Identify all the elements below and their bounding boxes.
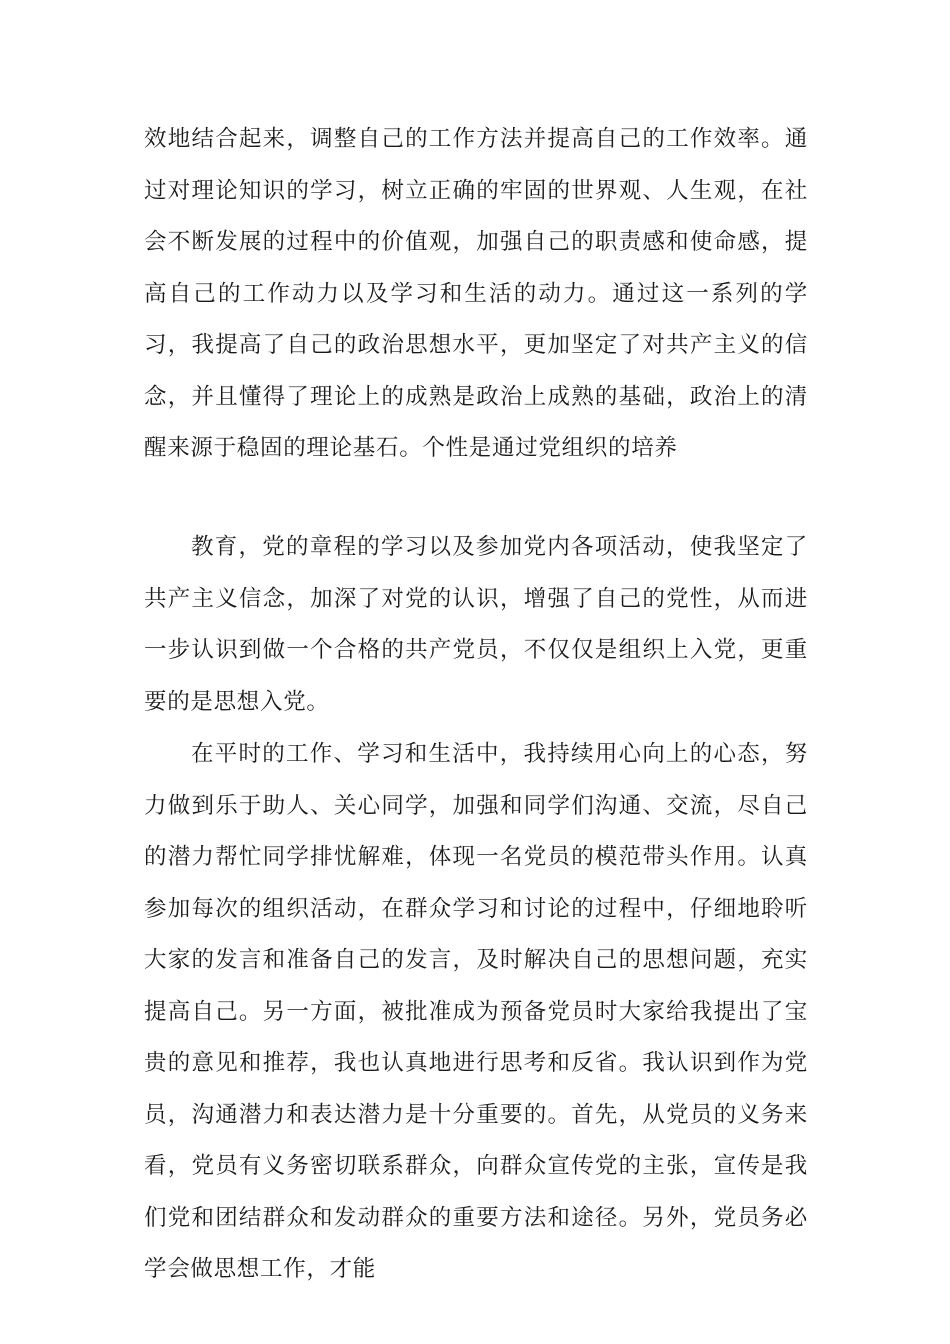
paragraph-daily-conduct: 在平时的工作、学习和生活中，我持续用心向上的心态，努力做到乐于助人、关心同学，加强和同学们沟通、交流，尽自己的潜力帮忙同学排忧解难，体现一名党员的模范带头作用。认真参加每次的组织活动，在群众学习和讨论的过程中，仔细地聆听大家的发言和准备自己的发言，及时解决自己的思想问题，充实提高自己。另一方面，被批准成为预备党员时大家给我提出了宝贵的意见和推荐，我也认真地进行思考和反省。我认识到作为党员，沟通潜力和表达潜力是十分重要的。首先，从党员的义务来看，党员有义务密切联系群众，向群众宣传党的主张，宣传是我们党和团结群众和发动群众的重要方法和途径。另外，党员务必学会做思想工作，才能 bbox=[144, 741, 808, 1282]
paragraph-party-education: 教育，党的章程的学习以及参加党内各项活动，使我坚定了共产主义信念，加深了对党的认识，增强了自己的党性，从而进一步认识到做一个合格的共产党员，不仅仅是组织上入党，更重要的是思想入党。 bbox=[144, 534, 808, 715]
paragraph-continuation: 效地结合起来，调整自己的工作方法并提高自己的工作效率。通过对理论知识的学习，树立正确的牢固的世界观、人生观，在社会不断发展的过程中的价值观，加强自己的职责感和使命感，提高自己的工作动力以及学习和生活的动力。通过这一系列的学习，我提高了自己的政治思想水平，更加坚定了对共产主义的信念，并且懂得了理论上的成熟是政治上成熟的基础，政治上的清醒来源于稳固的理论基石。个性是通过党组织的培养 bbox=[144, 126, 808, 461]
